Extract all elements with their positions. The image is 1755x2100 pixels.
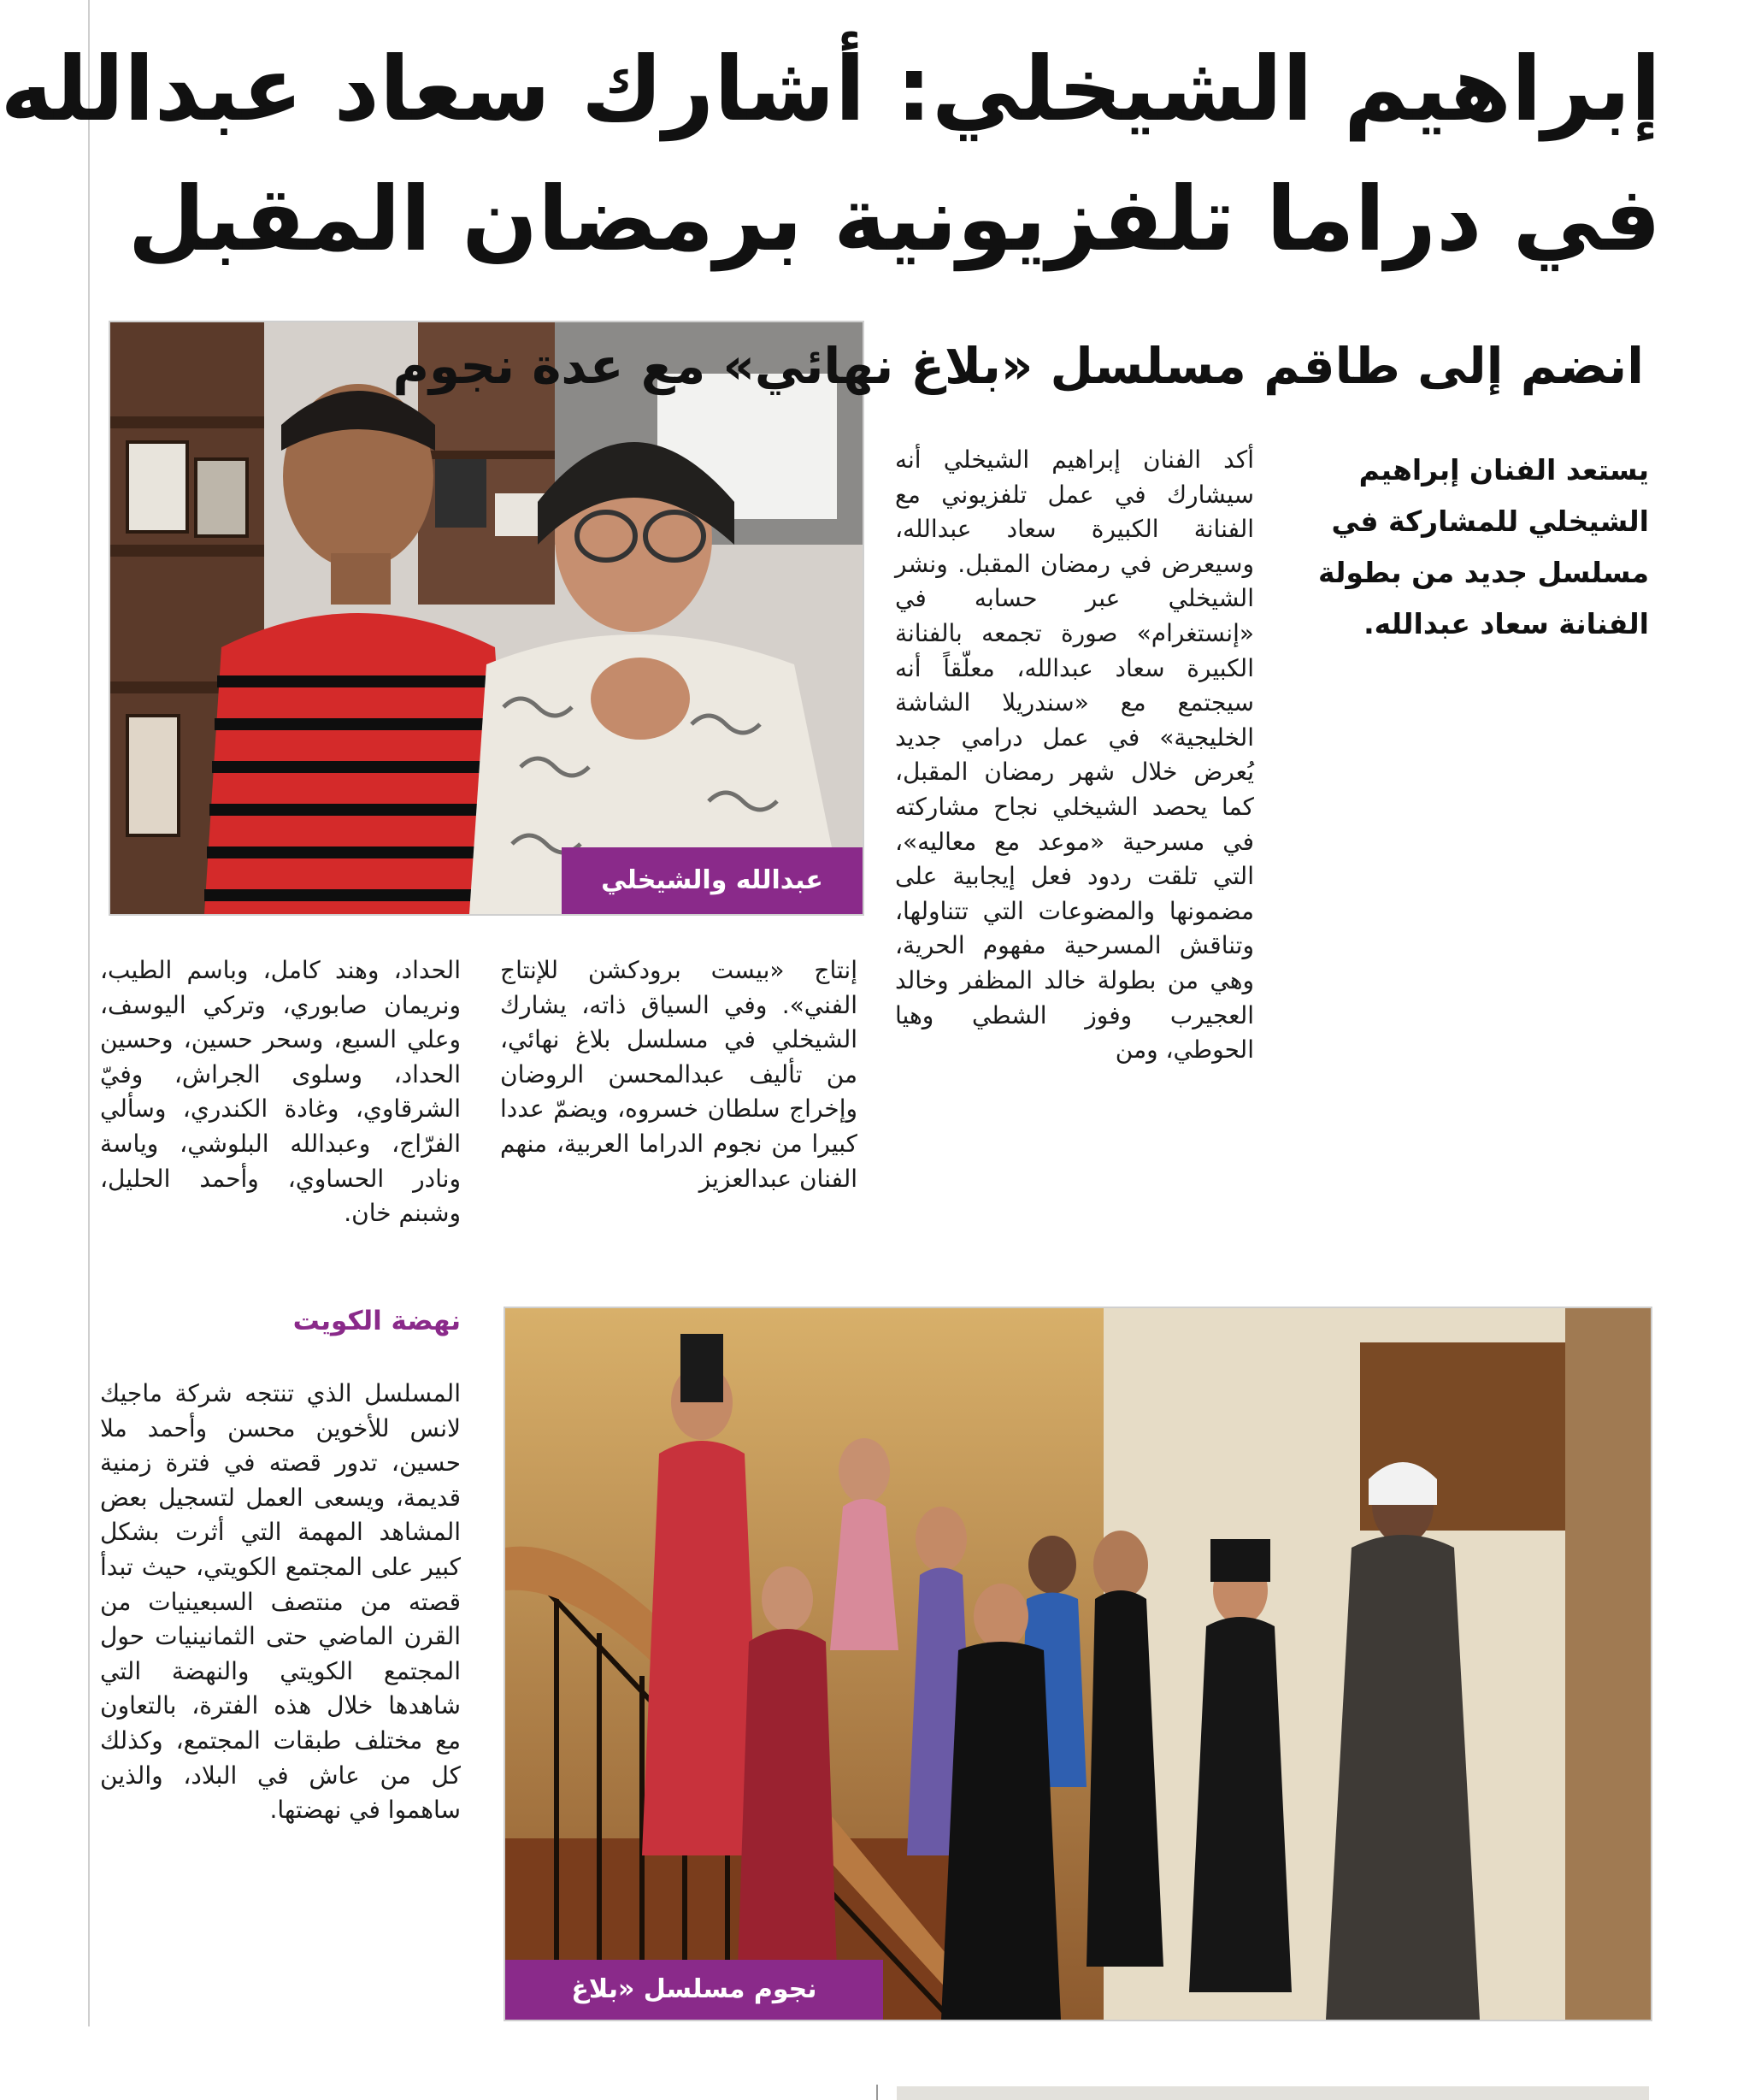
byline: نهضة الكويت	[292, 1306, 461, 1336]
next-article-strip	[897, 2086, 1649, 2100]
headline-line-1: إبراهيم الشيخلي: أشارك سعاد عبدالله	[0, 37, 1661, 141]
subheadline: انضم إلى طاقم مسلسل «بلاغ نهائي» مع عدة نجوم	[392, 337, 1644, 395]
photo-cast-group-illustration	[505, 1308, 1651, 2020]
article-column-4: المسلسل الذي تنتجه شركة ماجيك لانس للأخوين محسن وأحمد ملا حسين، تدور قصته في فترة زمنية قديمة، ويسعى العمل لتسجيل بعض المشاهد المهمة التي أثرت بشكل كبير على المجتمع الكويتي، حيث تبدأ قصته من منتصف السبعينيات من القرن الماضي حتى الثمانينيات حول المجتمع الكويتي والنهضة التي شاهدها خلال هذه الفترة، بالتعاون مع مختلف طبقات المجتمع، وكذلك كل من عاش في البلاد، والذين ساهموا في نهضتها.	[100, 1379, 461, 1825]
photo2-caption: نجوم مسلسل «بلاغ نهائي»	[505, 1960, 883, 2020]
headline-line-2: في دراما تلفزيونية برمضان المقبل	[127, 167, 1661, 271]
article-column-2: إنتاج «بيست برودكشن للإنتاج الفني». وفي السياق ذاته، يشارك الشيخلي في مسلسل بلاغ نهائي، من تأليف عبدالمحسن الروضان وإخراج سلطان خسروه، ويضمّ عددا كبيرا من نجوم الدراما العربية، منهم الفنان عبدالعزيز	[500, 956, 857, 1193]
photo-abdullah-and-shaikhly	[109, 321, 864, 916]
article-column-3: الحداد، وهند كامل، وباسم الطيب، ونريمان صابوري، وتركي اليوسف، وعلي السبع، وسحر حسين، وحسين الحداد، وسلوى الجراش، وفيّ الشرقاوي، وغادة الكندري، وسألي الفرّاج، وعبدالله البلوشي، وياسة ونادر الحساوي، وأحمد الحليل، وشبنم خان.	[100, 956, 461, 1228]
lede-paragraph: يستعد الفنان إبراهيم الشيخلي للمشاركة في مسلسل جديد من بطولة الفنانة سعاد عبدالله.	[1317, 453, 1649, 640]
page-left-rule	[88, 0, 90, 2026]
photo-cast-group	[504, 1307, 1652, 2064]
bottom-divider	[876, 2085, 878, 2100]
article-column-1: أكد الفنان إبراهيم الشيخلي أنه سيشارك في عمل تلفزيوني مع الفنانة الكبيرة سعاد عبدالله، وسيعرض في رمضان المقبل. ونشر الشيخلي عبر حسابه في «إنستغرام» صورة تجمعه بالفنانة الكبيرة سعاد عبدالله، معلّقاً أنه سيجتمع مع «سندريلا الشاشة الخليجية» في عمل درامي جديد يُعرض خلال شهر رمضان المقبل، كما يحصد الشيخلي نجاح مشاركته في مسرحية «موعد مع معاليه»، التي تلقت ردود فعل إيجابية على مضمونها والمضوعات التي تتناولها، وتناقش المسرحية مفهوم الحرية، وهي من بطولة خالد المظفر وخالد العجيرب وفوز الشطي وهيا الحوطي، ومن	[895, 445, 1254, 1065]
photo1-caption: عبدالله والشيخلي	[562, 847, 863, 914]
photo-abdullah-and-shaikhly-illustration	[110, 322, 863, 914]
